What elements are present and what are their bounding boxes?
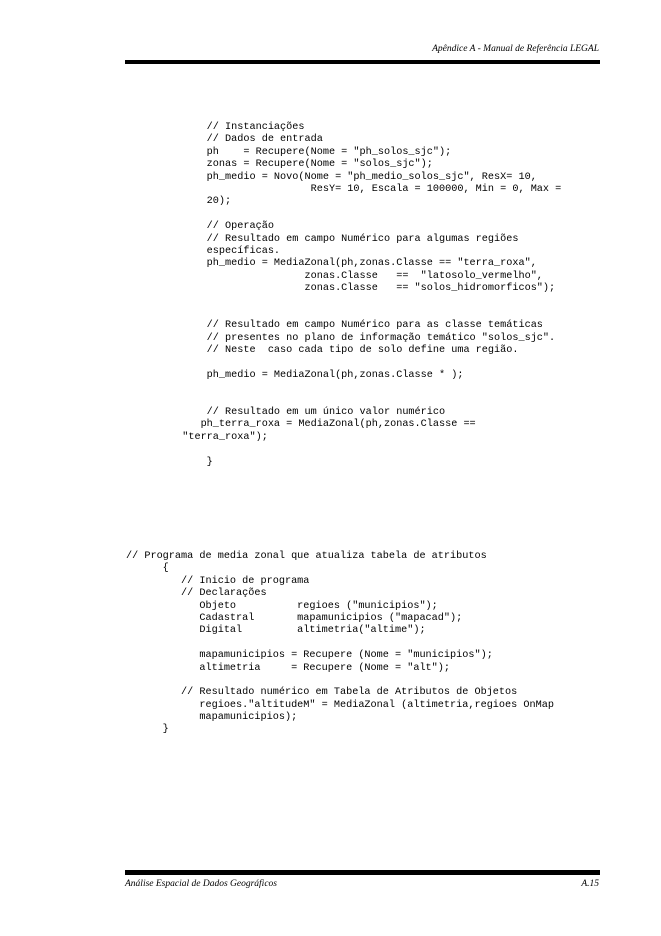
code-line: // Declarações: [126, 588, 267, 600]
code-line: Digital altimetria("altime");: [126, 625, 426, 637]
code-line: mapamunicipios);: [126, 712, 298, 724]
code-line: [170, 209, 561, 221]
code-line: específicas.: [170, 245, 281, 257]
footer-title: Análise Espacial de Dados Geográficos: [125, 879, 277, 889]
code-line: Objeto regioes ("municipios");: [126, 600, 438, 612]
code-line: ph = Recupere(Nome = "ph_solos_sjc");: [170, 146, 452, 158]
code-line: // Resultado em campo Numérico para as classe temáticas: [170, 320, 543, 332]
code-block-zonal-mean-table: [126, 551, 554, 737]
code-line: [126, 675, 554, 687]
footer-rule: [125, 870, 600, 875]
code-line: [170, 395, 561, 407]
code-line: // presentes no plano de informação temático "solos_sjc".: [170, 332, 556, 344]
code-line: zonas.Classe == "solos_hidromorficos");: [170, 283, 556, 295]
code-line: zonas = Recupere(Nome = "solos_sjc");: [170, 159, 433, 171]
code-line: // Dados de entrada: [170, 134, 323, 146]
code-line: // Neste caso cada tipo de solo define uma região.: [170, 345, 519, 357]
code-line: ph_medio = Novo(Nome = "ph_medio_solos_sjc", ResX= 10,: [170, 171, 537, 183]
code-line: // Resultado em campo Numérico para algumas regiões: [170, 233, 519, 245]
code-line: altimetria = Recupere (Nome = "alt");: [126, 662, 451, 674]
header-rule: [125, 60, 600, 64]
code-line: // Operação: [170, 221, 274, 233]
code-line: 20);: [170, 196, 232, 208]
code-line: Cadastral mapamunicipios ("mapacad");: [126, 612, 463, 624]
code-line: }: [126, 724, 169, 736]
code-line: {: [126, 563, 169, 575]
code-line: // Programa de media zonal que atualiza tabela de atributos: [126, 551, 487, 562]
code-line: // Instanciações: [170, 122, 305, 133]
code-line: [170, 382, 561, 394]
code-line: [170, 444, 561, 456]
running-header: Apêndice A - Manual de Referência LEGAL: [432, 44, 599, 54]
code-line: [126, 638, 554, 650]
code-line: ResY= 10, Escala = 100000, Min = 0, Max =: [170, 183, 562, 195]
code-line: ph_medio = MediaZonal(ph,zonas.Classe == "terra_roxa",: [170, 258, 537, 270]
code-line: // Resultado em um único valor numérico: [170, 406, 446, 418]
code-line: zonas.Classe == "latosolo_vermelho",: [170, 270, 543, 282]
code-line: [170, 357, 561, 369]
code-line: // Inicio de programa: [126, 575, 310, 587]
code-line: "terra_roxa");: [170, 431, 268, 443]
code-line: ph_terra_roxa = MediaZonal(ph,zonas.Classe ==: [170, 419, 476, 431]
code-line: // Resultado numérico em Tabela de Atributos de Objetos: [126, 687, 518, 699]
page-number: A.15: [581, 879, 599, 889]
code-line: mapamunicipios = Recupere (Nome = "municipios");: [126, 650, 493, 662]
code-line: [170, 308, 561, 320]
code-line: [170, 295, 561, 307]
code-line: ph_medio = MediaZonal(ph,zonas.Classe * );: [170, 369, 464, 381]
code-block-zonal-mean-ph: [170, 122, 561, 469]
code-line: regioes."altitudeM" = MediaZonal (altimetria,regioes OnMap: [126, 699, 554, 711]
code-line: }: [170, 456, 213, 468]
